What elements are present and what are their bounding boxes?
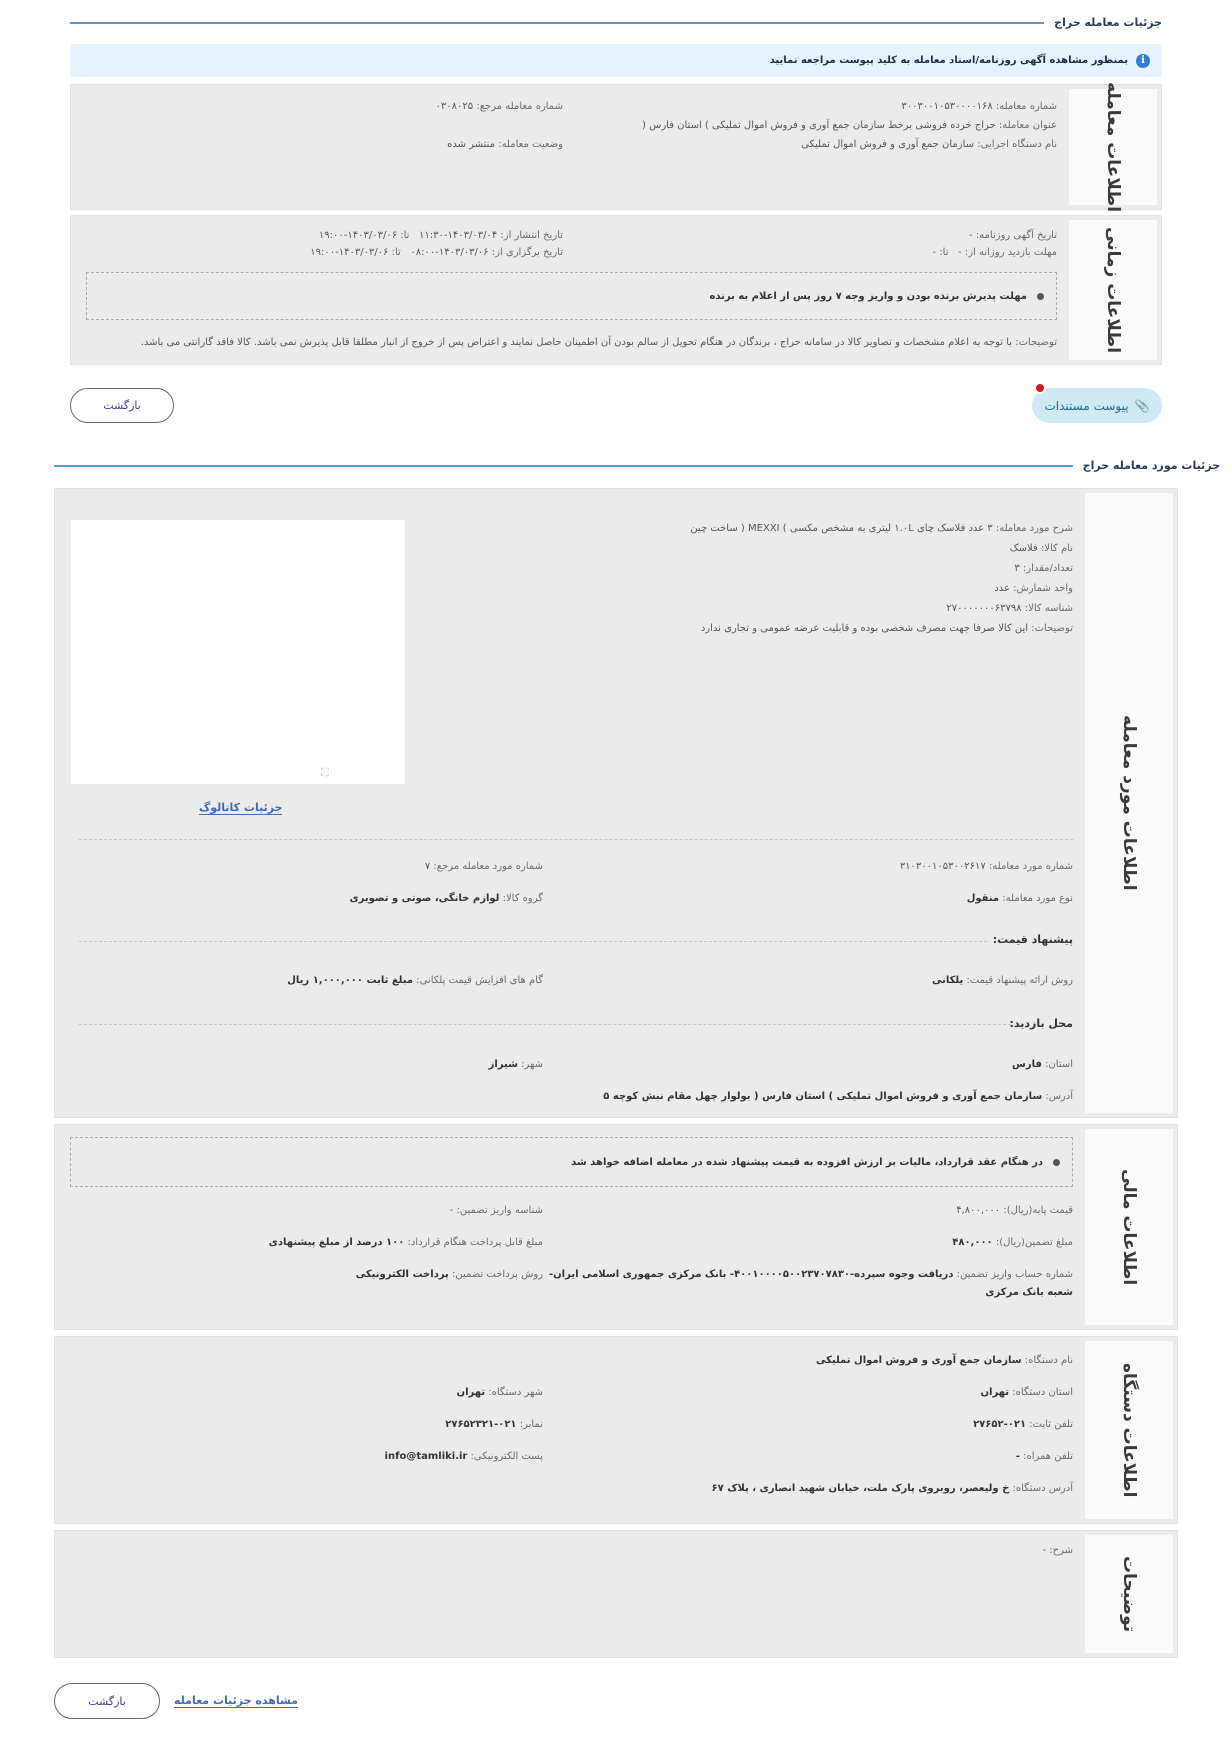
org-province: استان دستگاه: تهران <box>980 1387 1073 1398</box>
visit-city: شهر: شیراز <box>488 1059 543 1070</box>
finance-info-tab: اطلاعات مالی <box>1081 1125 1177 1329</box>
item-qty: تعداد/مقدار: ۳ <box>1014 563 1073 574</box>
acceptance-note-box <box>86 272 1057 320</box>
deal-title: عنوان معامله: حراج خرده فروشی برخط سازمان جمع آوری و فروش اموال تملیکی ) استان فارس ( <box>642 120 1057 131</box>
visit-province: استان: فارس <box>1012 1059 1073 1070</box>
section-divider <box>54 465 1073 467</box>
item-ref: شماره مورد معامله مرجع: ۷ <box>424 861 543 872</box>
org-address: آدرس دستگاه: خ ولیعصر، روبروی پارک ملت، خیابان شهید انصاری ، پلاک ۶۷ <box>711 1483 1073 1494</box>
item-description: شرح مورد معامله: ۳ عدد فلاسک چای ۱.۰L لیتری به مشخص مکسی ) MEXXI ( ساخت چین <box>690 523 1073 534</box>
org-info-tab: اطلاعات دستگاه <box>1081 1337 1177 1523</box>
section-title-text: جزئیات مورد معامله حراج <box>1082 459 1220 472</box>
guarantee-amount: مبلغ تضمین(ریال): ۴۸۰,۰۰۰ <box>952 1237 1073 1248</box>
footer-back-button[interactable]: بازگشت <box>54 1683 160 1719</box>
price-heading: پیشنهاد قیمت: <box>992 933 1073 946</box>
attach-documents-button[interactable] <box>1032 388 1162 423</box>
guarantee-pay-method: روش پرداخت تضمین: پرداخت الکترونیکی <box>355 1269 543 1280</box>
description-panel <box>54 1530 1178 1658</box>
divider <box>79 839 1073 840</box>
section-title-text: جزئیات معامله حراج <box>1054 16 1162 29</box>
deposit-id: شناسه واریز تضمین: - <box>449 1205 543 1216</box>
deal-info-tab: اطلاعات معامله <box>1065 85 1161 209</box>
back-button[interactable]: بازگشت <box>70 388 174 423</box>
org-fax: نمابر: ۰۲۱-۲۷۶۵۲۳۲۱ <box>445 1419 543 1430</box>
item-image[interactable] <box>70 519 406 785</box>
visit-heading: محل بازدید: <box>1009 1017 1073 1030</box>
auction-section-title <box>70 16 1162 29</box>
bullet-icon <box>1037 293 1044 300</box>
catalog-details-link[interactable]: جزئیات کاتالوگ <box>199 801 283 814</box>
item-section-title <box>54 459 1220 472</box>
deal-ref: شماره معامله مرجع: ۰۳۰۸۰۲۵ <box>435 101 563 112</box>
notice-bar <box>70 44 1162 77</box>
acceptance-note: مهلت پذیرش برنده بودن و واریز وجه ۷ روز پس از اعلام به برنده <box>709 290 1027 302</box>
deal-org: نام دستگاه اجرایی: سازمان جمع آوری و فروش اموال تملیکی <box>801 139 1057 150</box>
item-info-tab: اطلاعات مورد معامله <box>1081 489 1177 1117</box>
hold-date: تاریخ برگزاری از: ۱۴۰۳/۰۳/۰۶-۰۸:۰۰ تا: ۱۴۰۳/۰۳/۰۶-۱۹:۰۰ <box>310 247 563 258</box>
guarantee-account: شماره حساب واریز تضمین: دریافت وجوه سپرده-۴۰۰۱۰۰۰۰۵۰۰۲۳۷۰۷۸۳۰- بانک مرکزی جمهوری اسلامی ایران- <box>549 1269 1073 1280</box>
item-group: گروه کالا: لوازم خانگی، صوتی و تصویری <box>349 893 543 904</box>
description-text: شرح: - <box>1042 1545 1073 1556</box>
org-email: پست الکترونیکی: info@tamliki.ir <box>384 1451 543 1462</box>
expand-icon[interactable]: ⛶ <box>321 766 329 779</box>
time-info-panel <box>70 215 1162 365</box>
description-tab: توضیحات <box>1081 1531 1177 1657</box>
paperclip-icon: 📎 <box>1134 398 1150 413</box>
visit-deadline: مهلت بازدید روزانه از: - تا: - <box>932 247 1057 258</box>
view-deal-details-link[interactable]: مشاهده جزئیات معامله <box>174 1694 298 1707</box>
visit-address: آدرس: سازمان جمع آوری و فروش اموال تملیکی ) استان فارس ( بولوار چهل مقام نبش کوچه ۵ <box>603 1091 1073 1102</box>
guarantee-account-branch: شعبه بانک مرکزی <box>985 1287 1073 1298</box>
item-number: شماره مورد معامله: ۳۱۰۳۰۰۱۰۵۳۰۰۲۶۱۷ <box>899 861 1073 872</box>
vat-note: در هنگام عقد قرارداد، مالیات بر ارزش افزوده به قیمت پیشنهاد شده در معامله اضافه خواهد شد <box>571 1156 1043 1168</box>
bullet-icon <box>1053 1159 1060 1166</box>
item-name: نام کالا: فلاسک <box>1009 543 1073 554</box>
base-price: قیمت پایه(ریال): ۴,۸۰۰,۰۰۰ <box>956 1205 1073 1216</box>
item-info-panel <box>54 488 1178 1118</box>
divider <box>79 941 987 942</box>
deal-status: وضعیت معامله: منتشر شده <box>447 139 563 150</box>
section-divider <box>70 22 1044 24</box>
finance-info-panel <box>54 1124 1178 1330</box>
newspaper-date: تاریخ آگهی روزنامه: - <box>969 230 1057 241</box>
org-name: نام دستگاه: سازمان جمع آوری و فروش اموال تملیکی <box>816 1355 1073 1366</box>
deal-info-panel <box>70 81 1162 213</box>
price-method: روش ارائه پیشنهاد قیمت: یلکانی <box>931 975 1073 986</box>
org-info-panel <box>54 1336 1178 1524</box>
org-phone: تلفن ثابت: ۰۲۱-۲۷۶۵۲ <box>973 1419 1073 1430</box>
info-icon: i <box>1136 54 1150 68</box>
item-note: توضیحات: این کالا صرفا جهت مصرف شخصی بوده و قابلیت عرضه عمومی و تجاری ندارد <box>700 623 1073 634</box>
item-id: شناسه کالا: ۲۷۰۰۰۰۰۰۰۶۳۷۹۸ <box>946 603 1073 614</box>
time-description: توضیحات: با توجه به اعلام مشخصات و تصاویر کالا در سامانه حراج ، برندگان در هنگام تحویل از سالم بودن آن اطمینان حاصل نمایند و اعتراض پس از خروج از انبار مطلقا قابل پذیرش نمی باشد. کالا فاقد گارانتی می باشد. <box>140 337 1057 348</box>
item-unit: واحد شمارش: عدد <box>994 583 1073 594</box>
divider <box>79 1024 1011 1025</box>
price-step: گام های افزایش قیمت پلکانی: مبلغ ثابت ۱,۰۰۰,۰۰۰ ریال <box>287 975 543 986</box>
org-city: شهر دستگاه: تهران <box>456 1387 543 1398</box>
vat-note-box <box>70 1137 1073 1187</box>
publish-date: تاریخ انتشار از: ۱۴۰۳/۰۳/۰۴-۱۱:۳۰ تا: ۱۴۰۳/۰۳/۰۶-۱۹:۰۰ <box>318 230 563 241</box>
time-info-tab: اطلاعات زمانی <box>1065 216 1161 364</box>
payable-amount: مبلغ قابل پرداخت هنگام قرارداد: ۱۰۰ درصد از مبلغ پیشنهادی <box>268 1237 543 1248</box>
attach-label: پیوست مستندات <box>1044 398 1129 413</box>
item-type: نوع مورد معامله: منقول <box>966 893 1073 904</box>
notice-text: بمنظور مشاهده آگهی روزنامه/اسناد معامله به کلید پیوست مراجعه نمایید <box>769 55 1128 66</box>
deal-number: شماره معامله: ۳۰۰۳۰۰۱۰۵۳۰۰۰۰۱۶۸ <box>901 101 1057 112</box>
notification-badge-icon <box>1034 382 1046 394</box>
org-mobile: تلفن همراه: - <box>1015 1451 1073 1462</box>
